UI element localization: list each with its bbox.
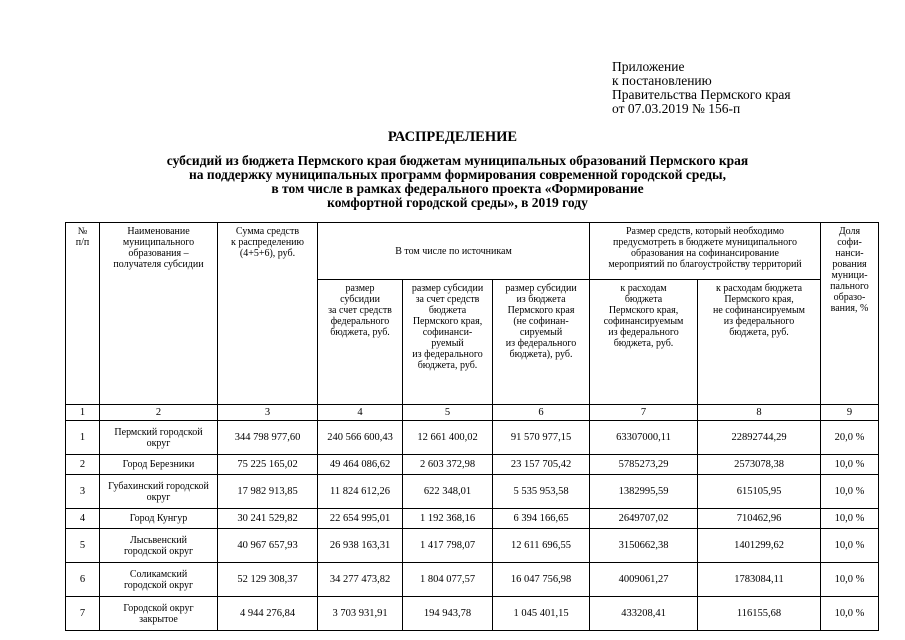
cell-local-cofin: 433208,41: [590, 597, 698, 631]
cell-local-noncofin: 615105,95: [698, 475, 821, 509]
cell-municipality: Город Кунгур: [100, 509, 218, 529]
table-row: [66, 529, 879, 563]
cell-local-noncofin: 2573078,38: [698, 455, 821, 475]
document-title: РАСПРЕДЕЛЕНИЕ: [387, 129, 518, 145]
subtitle-line: на поддержку муниципальных программ формирования современной городской среды,: [189, 167, 726, 182]
cell-fed: 49 464 086,62: [318, 455, 403, 475]
cell-local-noncofin: 22892744,29: [698, 421, 821, 455]
cell-local-cofin: 5785273,29: [590, 455, 698, 475]
header-regional-cofin: размер субсидии за счет средств бюджета Пермского края, софинанси- руемый из федерального бюджета, руб.: [403, 280, 493, 405]
cell-regional-noncofin: 16 047 756,98: [493, 563, 590, 597]
table-row: [66, 475, 879, 509]
header-local-cofin: к расходам бюджета Пермского края, софинансируемым из федерального бюджета, руб.: [590, 280, 698, 405]
header-fed: размер субсидии за счет средств федерального бюджета, руб.: [318, 280, 403, 405]
cell-local-cofin: 63307000,11: [590, 421, 698, 455]
table-row: [66, 455, 879, 475]
appendix-block: [612, 60, 791, 116]
cell-sum: 4 944 276,84: [218, 597, 318, 631]
index-cell: 3: [218, 405, 318, 421]
cell-regional-noncofin: 23 157 705,42: [493, 455, 590, 475]
appendix-line: Правительства Пермского края: [612, 87, 791, 102]
table-row: [66, 509, 879, 529]
header-name: Наименование муниципального образования – получателя субсидии: [100, 223, 218, 405]
cell-share: 10,0 %: [821, 509, 879, 529]
cell-local-cofin: 2649707,02: [590, 509, 698, 529]
cell-local-noncofin: 710462,96: [698, 509, 821, 529]
index-cell: 9: [821, 405, 879, 421]
cell-share: 10,0 %: [821, 597, 879, 631]
cell-fed: 3 703 931,91: [318, 597, 403, 631]
cell-fed: 26 938 163,31: [318, 529, 403, 563]
cell-share: 20,0 %: [821, 421, 879, 455]
cell-regional-noncofin: 91 570 977,15: [493, 421, 590, 455]
cell-regional-cofin: 194 943,78: [403, 597, 493, 631]
header-share: Доля софи- нанси- рования муници- пального образо- вания, %: [821, 223, 879, 405]
header-local-noncofin: к расходам бюджета Пермского края, не софинансируемым из федерального бюджета, руб.: [698, 280, 821, 405]
table-row: [66, 421, 879, 455]
cell-share: 10,0 %: [821, 529, 879, 563]
document-subtitle: [110, 154, 805, 210]
cell-regional-cofin: 12 661 400,02: [403, 421, 493, 455]
header-sources-group: В том числе по источникам: [318, 223, 590, 280]
index-cell: 5: [403, 405, 493, 421]
index-cell: 2: [100, 405, 218, 421]
cell-regional-cofin: 1 192 368,16: [403, 509, 493, 529]
cell-sum: 40 967 657,93: [218, 529, 318, 563]
cell-share: 10,0 %: [821, 455, 879, 475]
cell-num: 5: [66, 529, 100, 563]
distribution-table: [65, 222, 879, 631]
cell-regional-noncofin: 6 394 166,65: [493, 509, 590, 529]
appendix-line: от 07.03.2019 № 156-п: [612, 101, 741, 116]
cell-local-noncofin: 116155,68: [698, 597, 821, 631]
cell-fed: 22 654 995,01: [318, 509, 403, 529]
cell-regional-noncofin: 5 535 953,58: [493, 475, 590, 509]
subtitle-line: субсидий из бюджета Пермского края бюджетам муниципальных образований Пермского края: [166, 153, 749, 168]
cell-share: 10,0 %: [821, 475, 879, 509]
cell-regional-cofin: 2 603 372,98: [403, 455, 493, 475]
cell-local-cofin: 3150662,38: [590, 529, 698, 563]
cell-num: 4: [66, 509, 100, 529]
header-num: № п/п: [66, 223, 100, 405]
cell-local-cofin: 1382995,59: [590, 475, 698, 509]
header-local-group: Размер средств, который необходимо предусмотреть в бюджете муниципального образования на софинансирование мероприятий по благоустройству территорий: [590, 223, 821, 280]
cell-num: 7: [66, 597, 100, 631]
subtitle-line: в том числе в рамках федерального проекта «Формирование: [271, 181, 644, 196]
cell-fed: 34 277 473,82: [318, 563, 403, 597]
table-row: [66, 563, 879, 597]
cell-local-noncofin: 1783084,11: [698, 563, 821, 597]
cell-sum: 17 982 913,85: [218, 475, 318, 509]
appendix-line: к постановлению: [612, 73, 712, 88]
index-cell: 7: [590, 405, 698, 421]
cell-regional-cofin: 622 348,01: [403, 475, 493, 509]
cell-municipality: Соликамский городской округ: [100, 563, 218, 597]
index-cell: 4: [318, 405, 403, 421]
cell-municipality: Пермский городской округ: [100, 421, 218, 455]
cell-municipality: Город Березники: [100, 455, 218, 475]
header-sum: Сумма средств к распределению (4+5+6), руб.: [218, 223, 318, 405]
cell-num: 3: [66, 475, 100, 509]
cell-num: 1: [66, 421, 100, 455]
cell-regional-cofin: 1 804 077,57: [403, 563, 493, 597]
cell-fed: 240 566 600,43: [318, 421, 403, 455]
cell-municipality: Губахинский городской округ: [100, 475, 218, 509]
cell-municipality: Лысьвенский городской округ: [100, 529, 218, 563]
cell-sum: 30 241 529,82: [218, 509, 318, 529]
cell-num: 6: [66, 563, 100, 597]
appendix-line: Приложение: [612, 59, 685, 74]
header-regional-noncofin: размер субсидии из бюджета Пермского края (не софинан- сируемый из федерального бюджета), руб.: [493, 280, 590, 405]
index-cell: 6: [493, 405, 590, 421]
cell-local-cofin: 4009061,27: [590, 563, 698, 597]
cell-share: 10,0 %: [821, 563, 879, 597]
cell-sum: 75 225 165,02: [218, 455, 318, 475]
index-cell: 8: [698, 405, 821, 421]
cell-fed: 11 824 612,26: [318, 475, 403, 509]
cell-sum: 52 129 308,37: [218, 563, 318, 597]
subtitle-line: комфортной городской среды», в 2019 году: [327, 195, 588, 210]
cell-num: 2: [66, 455, 100, 475]
column-index-row: [66, 405, 879, 421]
cell-regional-cofin: 1 417 798,07: [403, 529, 493, 563]
cell-municipality: Городской округ закрытое: [100, 597, 218, 631]
cell-sum: 344 798 977,60: [218, 421, 318, 455]
index-cell: 1: [66, 405, 100, 421]
cell-regional-noncofin: 1 045 401,15: [493, 597, 590, 631]
cell-regional-noncofin: 12 611 696,55: [493, 529, 590, 563]
cell-local-noncofin: 1401299,62: [698, 529, 821, 563]
table-row: [66, 597, 879, 631]
